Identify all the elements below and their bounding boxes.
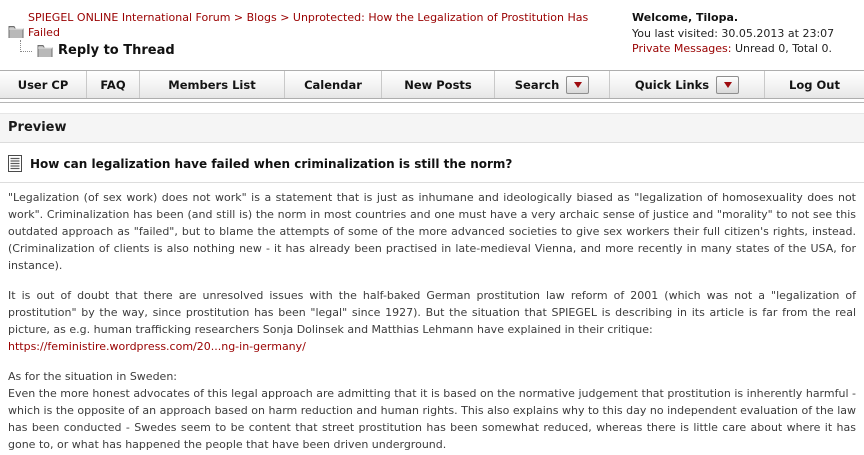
nav-log-out[interactable] — [765, 71, 864, 98]
sweden-body: Even the more honest advocates of this legal approach are admitting that it is based on the normative judgement that prostitution is inherently harmful - which is the opposite of an approach based on harm reduction and human rights. This also explains why to this day no independent evaluation of the law has been conducted - Swedes seem to be content that street prostitution has been somewhat reduced, whereas there is little care about where it has gone to, or what has happened the people that have been driven underground. — [8, 387, 856, 451]
post-paragraph — [8, 368, 856, 453]
post-paragraph: "Legalization (of sex work) does not work" is a statement that is just as inhumane and ideologically biased as "legalization of homosexuality does not work". Criminalization has been (and still is) the norm in most countries and one must have a very archaic sense of justice and "morality" to not see this outdated approach as "failed", but to blame the attempts of some of the more advanced societies to give sex workers their full citizen's rights, instead. (Criminalization of clients is also nothing new - it has already been practised in late-medieval Vienna, and more recently in many states of the USA, for instance). — [8, 191, 856, 272]
navbar — [0, 70, 864, 99]
nav-quick-links[interactable] — [610, 71, 765, 98]
preview-section-header — [0, 113, 864, 143]
nav-faq[interactable] — [87, 71, 140, 98]
sweden-intro: As for the situation in Sweden: — [8, 370, 178, 383]
nav-search[interactable] — [495, 71, 610, 98]
post-paragraph-text: It is out of doubt that there are unresolved issues with the half-baked German prostitution law reform of 2001 (which was not a "legalization of prostitution" by the way, since prostitution has been "legal" since 1927). But the situation that SPIEGEL is describing in its article is far from the real picture, as e.g. human trafficking researchers Sonja Dolinsek and Matthias Lehmann have explained in their critique: — [8, 289, 856, 336]
post-icon — [8, 155, 22, 172]
post-paragraph — [8, 287, 856, 355]
breadcrumb-separator: > — [280, 11, 290, 24]
quick-links-dropdown-button[interactable] — [716, 76, 739, 94]
folder-icon — [37, 44, 53, 57]
tree-connector-icon — [20, 40, 32, 52]
nav-label: User CP — [17, 77, 69, 92]
nav-label: Quick Links — [634, 77, 710, 92]
breadcrumb-link-thread[interactable]: Unprotected: How the Legalization of Prostitution Has Failed — [28, 11, 589, 39]
nav-label: New Posts — [404, 77, 472, 92]
critique-link[interactable]: https://feministire.wordpress.com/20...ng-in-germany/ — [8, 340, 306, 353]
welcome-greeting: Welcome, Tilopa. — [632, 11, 739, 24]
post-body — [0, 183, 864, 453]
breadcrumb-separator: > — [233, 11, 244, 24]
nav-label: Log Out — [789, 77, 840, 92]
post-title: How can legalization have failed when criminalization is still the norm? — [30, 156, 513, 171]
nav-label: Members List — [168, 77, 256, 92]
private-messages-link[interactable]: Private Messages: — [632, 42, 732, 55]
chevron-down-icon — [574, 82, 582, 88]
private-messages-line — [632, 41, 858, 57]
last-visited-text: You last visited: 30.05.2013 at 23:07 — [632, 26, 835, 40]
nav-user-cp[interactable] — [0, 71, 87, 98]
page-title: Reply to Thread — [58, 43, 175, 58]
breadcrumb-link-forum[interactable]: SPIEGEL ONLINE International Forum — [28, 11, 231, 24]
nav-label: FAQ — [100, 77, 126, 92]
folder-icon — [8, 25, 24, 38]
search-dropdown-button[interactable] — [566, 76, 589, 94]
nav-calendar[interactable] — [285, 71, 382, 98]
nav-members-list[interactable] — [140, 71, 285, 98]
nav-new-posts[interactable] — [382, 71, 495, 98]
post-title-row — [0, 155, 864, 172]
nav-label: Search — [514, 77, 560, 92]
chevron-down-icon — [724, 82, 732, 88]
breadcrumb — [8, 10, 612, 40]
welcome-panel — [632, 10, 858, 57]
breadcrumb-link-blogs[interactable]: Blogs — [246, 11, 277, 24]
preview-heading: Preview — [8, 120, 67, 135]
header — [0, 0, 864, 70]
navbar-underline — [0, 102, 864, 103]
nav-label: Calendar — [304, 77, 362, 92]
private-messages-count: Unread 0, Total 0. — [735, 42, 832, 55]
